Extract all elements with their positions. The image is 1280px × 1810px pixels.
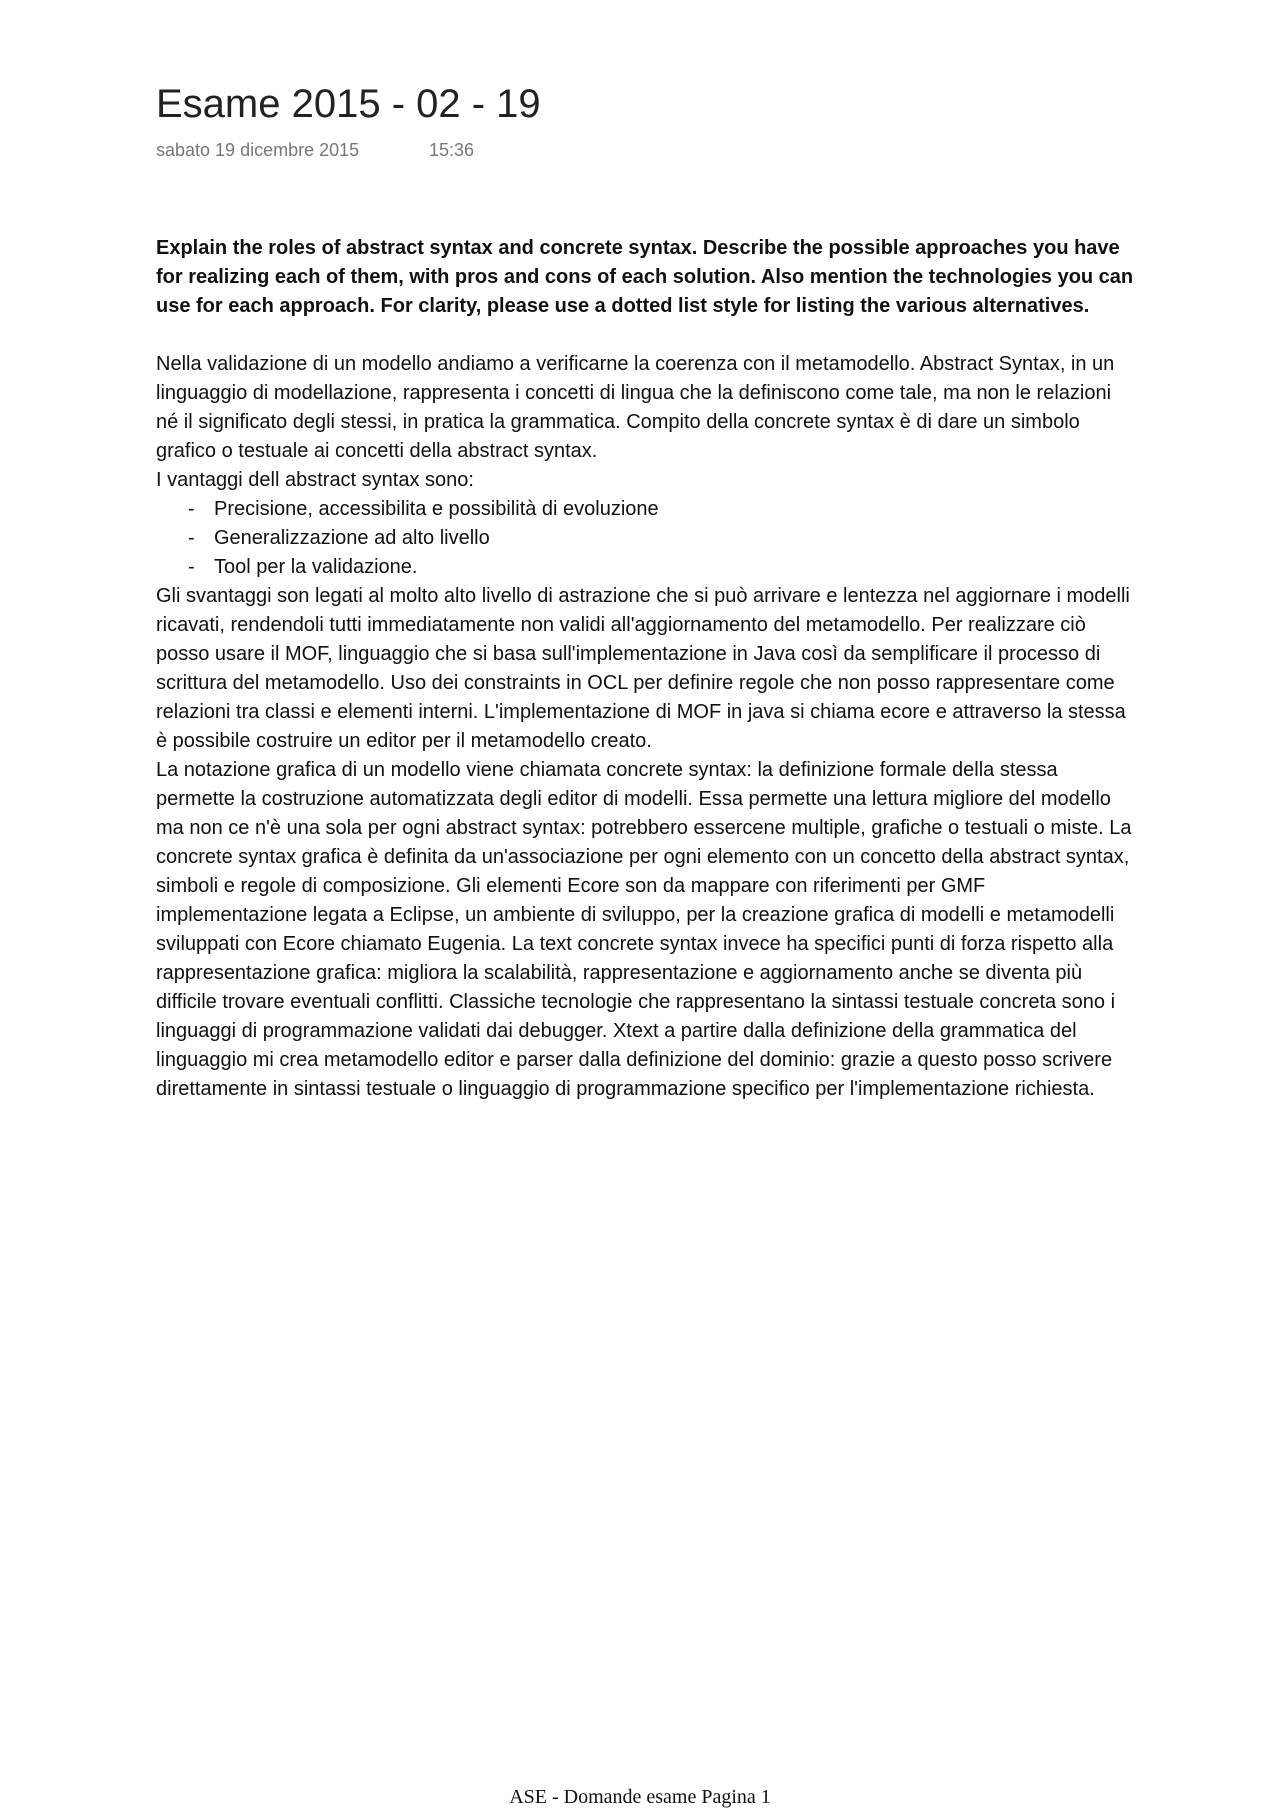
page-footer: ASE - Domande esame Pagina 1 — [509, 1786, 771, 1808]
note-time: 15:36 — [429, 140, 475, 160]
advantages-heading: I vantaggi dell abstract syntax sono: — [156, 469, 474, 491]
page-title: Esame 2015 - 02 - 19 — [156, 82, 541, 126]
note-meta — [156, 138, 474, 162]
answer-intro-paragraph: Nella validazione di un modello andiamo a verificarne la coerenza con il metamodello. Abstract Syntax, in un linguaggio di modellazione, rappresenta i concetti di lingua che la definiscono come tale, ma non le relazioni né il significato degli stessi, in pratica la grammatica. Compito della concrete syntax è di dare un simbolo grafico o testuale ai concetti della abstract syntax. — [156, 353, 1115, 462]
list-item: - Generalizzazione ad alto livello — [188, 524, 1136, 553]
advantages-list — [156, 495, 1136, 582]
disadvantages-paragraph: Gli svantaggi son legati al molto alto livello di astrazione che si può arrivare e lentezza nel aggiornare i modelli ricavati, rendendoli tutti immediatamente non validi all'aggiornamento del metamodello. Per realizzare ciò posso usare il MOF, linguaggio che si basa sull'implementazione in Java così da semplificare il processo di scrittura del metamodello. Uso dei constraints in OCL per definire regole che non posso rappresentare come relazioni tra classi e elementi interni. L'implementazione di MOF in java si chiama ecore e attraverso la stessa è possibile costruire un editor per il metamodello creato. — [156, 585, 1130, 752]
note-date: sabato 19 dicembre 2015 — [156, 140, 360, 160]
list-item: - Tool per la validazione. — [188, 553, 1136, 582]
concrete-syntax-paragraph: La notazione grafica di un modello viene chiamata concrete syntax: la definizione formale della stessa permette la costruzione automatizzata degli editor di modelli. Essa permette una lettura migliore del modello ma non ce n'è una sola per ogni abstract syntax: potrebbero essercene multiple, grafiche o testuali o miste. La concrete syntax grafica è definita da un'associazione per ogni elemento con un concetto della abstract syntax, simboli e regole di composizione. Gli elementi Ecore son da mappare con riferimenti per GMF implementazione legata a Eclipse, un ambiente di sviluppo, per la creazione grafica di modelli e metamodelli sviluppati con Ecore chiamato Eugenia. La text concrete syntax invece ha specifici punti di forza rispetto alla rappresentazione grafica: migliora la scalabilità, rappresentazione e aggiornamento anche se diventa più difficile trovare eventuali conflitti. Classiche tecnologie che rappresentano la sintassi testuale concreta sono i linguaggi di programmazione validati dai debugger. Xtext a partire dalla definizione della grammatica del linguaggio mi crea metamodello editor e parser dalla definizione del dominio: grazie a questo posso scrivere direttamente in sintassi testuale o linguaggio di programmazione specifico per l'implementazione richiesta. — [156, 759, 1132, 1100]
list-item: - Precisione, accessibilita e possibilità di evoluzione — [188, 495, 1136, 524]
note-body — [156, 234, 1136, 1104]
exam-question: Explain the roles of abstract syntax and concrete syntax. Describe the possible approaches you have for realizing each of them, with pros and cons of each solution. Also mention the technologies you can use for each approach. For clarity, please use a dotted list style for listing the various alternatives. — [156, 237, 1134, 317]
